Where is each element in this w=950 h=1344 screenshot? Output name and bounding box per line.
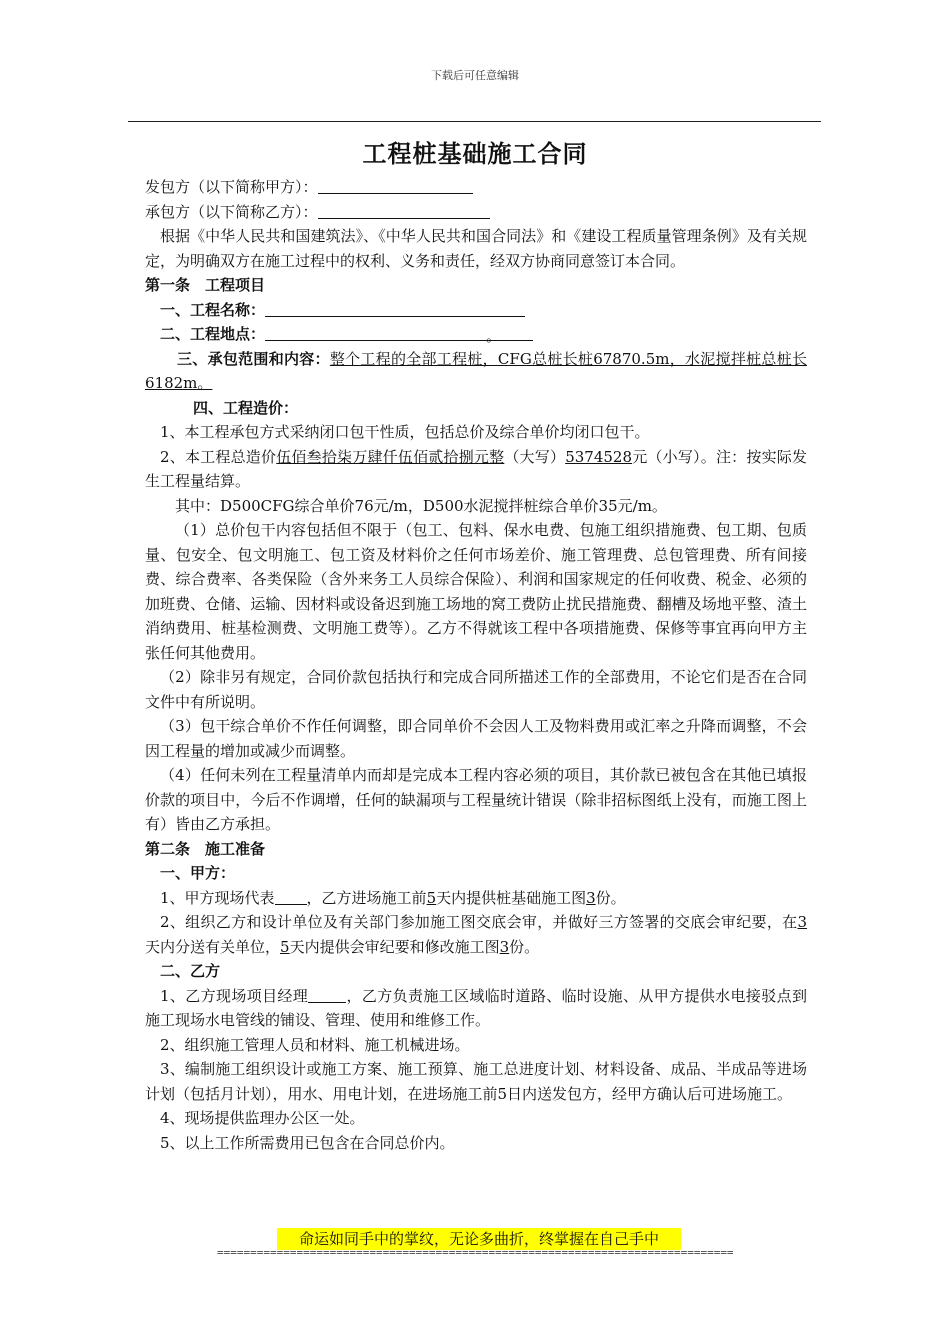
party-b-blank[interactable] — [318, 202, 490, 219]
a1-text-d: 份。 — [595, 888, 626, 907]
a1-text-a: 1、甲方现场代表 — [160, 888, 275, 907]
unit-price-para: 其中：D500CFG综合单价76元/m，D500水泥搅拌桩综合单价35元/m。 — [175, 496, 667, 515]
a2-text-c: 天内提供会审纪要和修改施工图 — [289, 937, 500, 956]
price-para-2-a: 2、本工程总造价 — [160, 447, 277, 466]
party-a-label: 发包方（以下简称甲方）： — [145, 178, 318, 196]
a1-text-b: ，乙方进场施工前 — [306, 888, 427, 907]
party-a-duty-2 — [145, 910, 807, 959]
contract-body — [145, 175, 807, 1155]
project-location-label: 二、工程地点： — [160, 325, 266, 343]
scope-line — [145, 347, 807, 396]
a2-days-2: 5 — [280, 937, 290, 956]
party-a-line — [145, 175, 807, 200]
party-b-duty-3: 3、编制施工组织设计或施工方案、施工预算、施工总进度计划、材料设备、成品、半成品等进场计划（包括月计划），用水、用电计划，在进场施工前5日内送发包方，经甲方确认后可进场施工。 — [145, 1060, 807, 1103]
party-b-duty-4: 4、现场提供监理办公区一处。 — [160, 1109, 365, 1127]
b-manager-blank[interactable] — [308, 986, 346, 1003]
price-para-2-b: （大写） — [504, 447, 566, 466]
a2-text-a: 2、组织乙方和设计单位及有关部门参加施工图交底会审，并做好三方签署的交底会审纪要，在 — [160, 913, 798, 931]
clause-3: （3）包干综合单价不作任何调整，即合同单价不会因人工及物料费用或汇率之升降而调整，不会因工程量的增加或减少而调整。 — [145, 717, 807, 760]
clause-4: （4）任何未列在工程量清单内而却是完成本工程内容必须的项目，其价款已被包含在其他已填报价款的项目中，今后不作调增，任何的缺漏项与工程量统计错误（除非招标图纸上没有，而施工图上有）皆由乙方承担。 — [145, 766, 807, 833]
header-note: 下载后可任意编辑 — [431, 69, 519, 82]
party-b-duty-5: 5、以上工作所需费用已包含在合同总价内。 — [160, 1133, 455, 1152]
header-rule — [128, 121, 821, 122]
total-price-number: 5374528 — [565, 447, 632, 466]
scope-value: 整个工程的全部工程桩，CFG总桩长桩67870.5m，水泥搅拌桩总桩长6182m。 — [145, 349, 807, 392]
price-para-2 — [145, 445, 807, 494]
party-b-duties-heading: 二、乙方 — [160, 962, 221, 980]
document-title: 工程桩基础施工合同 — [362, 139, 588, 168]
party-a-duties-heading: 一、甲方： — [160, 864, 236, 882]
clause-1: （1）总价包干内容包括但不限于（包工、包料、保水电费、包施工组织措施费、包工期、包质量、包安全、包文明施工、包工资及材料价之任何市场差价、施工管理费、总包管理费、所有间接费、综合费率、各类保险（含外来务工人员综合保险）、利润和国家规定的任何收费、税金、必须的加班费、仓储、运输、因材料或设备迟到施工场地的窝工费防止扰民措施费、翻槽及场地平整、渣土消纳费用、桩基检测费、文明施工费等）。乙方不得就该工程中各项措施费、保修等事宜再向甲方主张任何其他费用。 — [145, 521, 807, 662]
a2-text-d: 份。 — [509, 937, 540, 956]
footer-slogan: 命运如同手中的掌纹，无论多曲折，终掌握在自己手中 — [277, 1228, 681, 1250]
a2-days-1: 3 — [797, 913, 807, 931]
a1-copies: 3 — [586, 888, 596, 907]
party-b-duty-2: 2、组织施工管理人员和材料、施工机械进场。 — [160, 1035, 470, 1054]
a1-text-c: 天内提供桩基础施工图 — [436, 888, 587, 907]
party-a-blank[interactable] — [318, 177, 473, 194]
footer-divider: ============================================================================== — [217, 1246, 734, 1259]
a-representative-blank[interactable] — [275, 888, 307, 905]
project-name-blank[interactable] — [265, 300, 525, 317]
article1-heading: 第一条 工程项目 — [145, 276, 266, 294]
scope-label: 三、承包范围和内容： — [177, 349, 330, 368]
clause-2: （2）除非另有规定，合同价款包括执行和完成合同所描述工作的全部费用，不论它们是否在合同文件中有所说明。 — [145, 668, 807, 711]
total-price-words: 伍佰叁拾柒万肆仟伍佰贰拾捌元整 — [276, 447, 505, 466]
a2-text-b: 天内分送有关单位， — [145, 937, 281, 956]
party-b-label: 承包方（以下简称乙方）： — [145, 202, 318, 221]
price-para-2-c: 元（小写）。注：按实际发生工程量结算。 — [145, 447, 807, 490]
project-location-blank[interactable] — [265, 324, 533, 345]
price-para-1: 1、本工程承包方式采纳闭口包干性质，包括总价及综合单价均闭口包干。 — [160, 423, 650, 441]
a2-copies: 3 — [499, 937, 510, 956]
party-b-line — [145, 200, 807, 225]
b1-text-a: 1、乙方现场项目经理 — [160, 986, 309, 1005]
location-period: 。 — [486, 327, 502, 345]
project-name-label: 一、工程名称： — [160, 300, 266, 319]
party-b-duty-1 — [145, 984, 807, 1033]
price-heading: 四、工程造价： — [193, 398, 299, 417]
preamble: 根据《中华人民共和国建筑法》、《中华人民共和国合同法》和《建设工程质量管理条例》及有关规定，为明确双方在施工过程中的权利、义务和责任，经双方协商同意签订本合同。 — [145, 227, 807, 270]
article2-heading: 第二条 施工准备 — [145, 839, 266, 858]
project-location-line — [145, 322, 807, 347]
party-a-duty-1 — [145, 886, 807, 911]
project-name-line — [145, 298, 807, 323]
a1-days: 5 — [426, 888, 437, 907]
b1-text-b: ，乙方负责施工区域临时道路、临时设施、从甲方提供水电接驳点到施工现场水电管线的铺设、管理、使用和维修工作。 — [145, 986, 807, 1029]
